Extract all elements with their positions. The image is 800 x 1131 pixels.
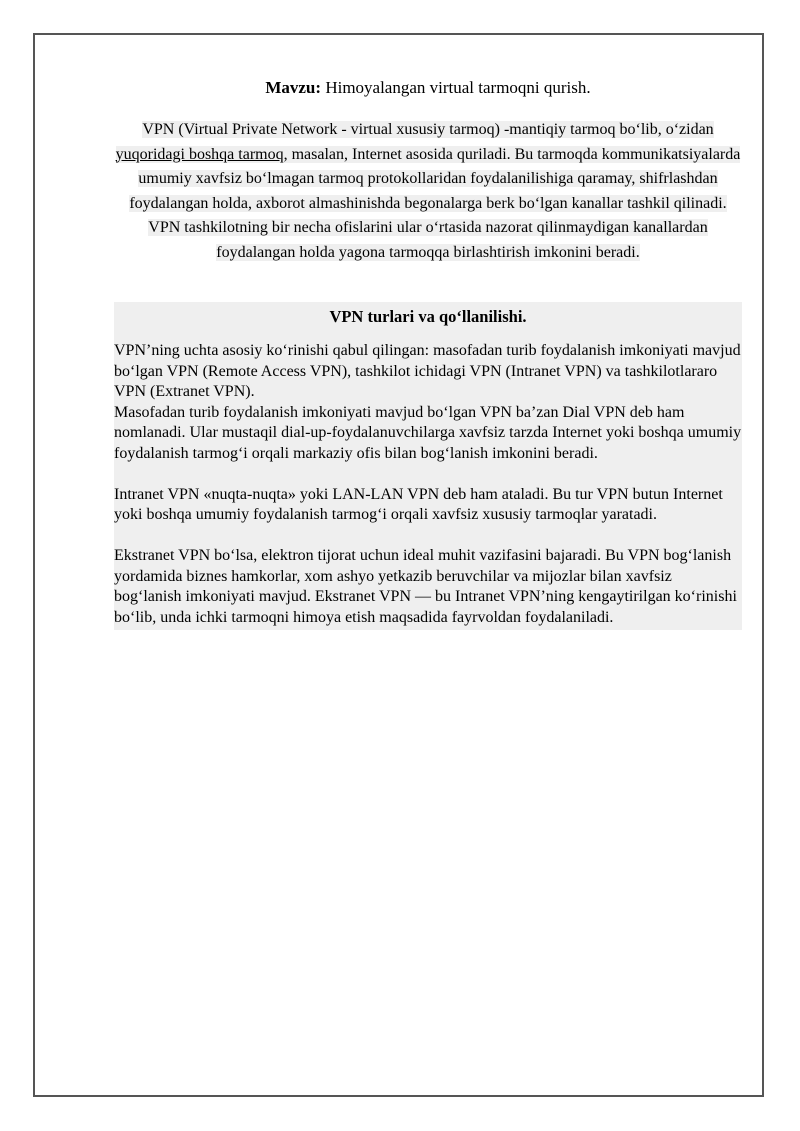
title-label: Mavzu:: [265, 78, 322, 97]
paragraph-gap: [114, 464, 742, 485]
vpn-types-section: [114, 302, 742, 630]
section-paragraph-4: Ekstranet VPN bo‘lsa, elektron tijorat uchun ideal muhit vazifasini bajaradi. Bu VPN bog‘lanish yordamida biznes hamkorlar, xom ashyo yetkazib beruvchilar va mijozlar bilan xavfsiz bog‘lanish imkoniyati mavjud. Ekstranet VPN — bu Intranet VPN’ning kengaytirilgan ko‘rinishi bo‘lib, unda ichki tarmoqni himoya etish maqsadida fayrvoldan foydalaniladi.: [114, 547, 737, 626]
section-paragraph-2: Masofadan turib foydalanish imkoniyati mavjud bo‘lgan VPN ba’zan Dial VPN deb ham nomlanadi. Ular mustaqil dial-up-foydalanuvchilarga xavfsiz tarzda Internet yoki boshqa umumiy foydalanish tarmog‘i orqali markaziy ofis bilan bog‘lanish imkonini beradi.: [114, 403, 742, 462]
intro-part1: VPN (Virtual Private Network - virtual xususiy tarmoq) -mantiqiy tarmoq bo‘lib, o‘zidan: [142, 121, 714, 138]
intro-paragraph: [114, 118, 742, 265]
section-paragraph-1: VPN’ning uchta asosiy ko‘rinishi qabul qilingan: masofadan turib foydalanish imkoniyati mavjud bo‘lgan VPN (Remote Access VPN), tashkilot ichidagi VPN (Intranet VPN) va tashkilotlararo VPN (Extranet VPN).: [114, 342, 741, 400]
intro-underlined-link[interactable]: yuqoridagi boshqa tarmoq: [115, 145, 284, 163]
intro-part2: , masalan, Internet asosida quriladi. Bu tarmoqda kommunikatsiyalarda umumiy xavfsiz bo‘lmagan tarmoq protokollaridan foydalanilishiga qaramay, shifrlashdan foydalangan holda, axborot almashinishda begonalarga berk bo‘lgan kanallar tashkil qilinadi. VPN tashkilotning bir necha ofislarini ular o‘rtasida nazorat qilinmaydigan kanallardan foydalangan holda yagona tarmoqqa birlashtirish imkonini beradi.: [129, 145, 741, 261]
title-text: Himoyalangan virtual tarmoqni qurish.: [321, 78, 591, 97]
page-title: [114, 76, 742, 100]
section-paragraph-3: Intranet VPN «nuqta-nuqta» yoki LAN-LAN VPN deb ham ataladi. Bu tur VPN butun Internet yoki boshqa umumiy foydalanish tarmog‘i orqali xavfsiz xususiy tarmoqlar yaratadi.: [114, 485, 723, 523]
paragraph-gap: [114, 526, 742, 547]
intro-text-highlight: [116, 121, 741, 261]
section-heading: VPN turlari va qo‘llanilishi.: [329, 307, 527, 326]
